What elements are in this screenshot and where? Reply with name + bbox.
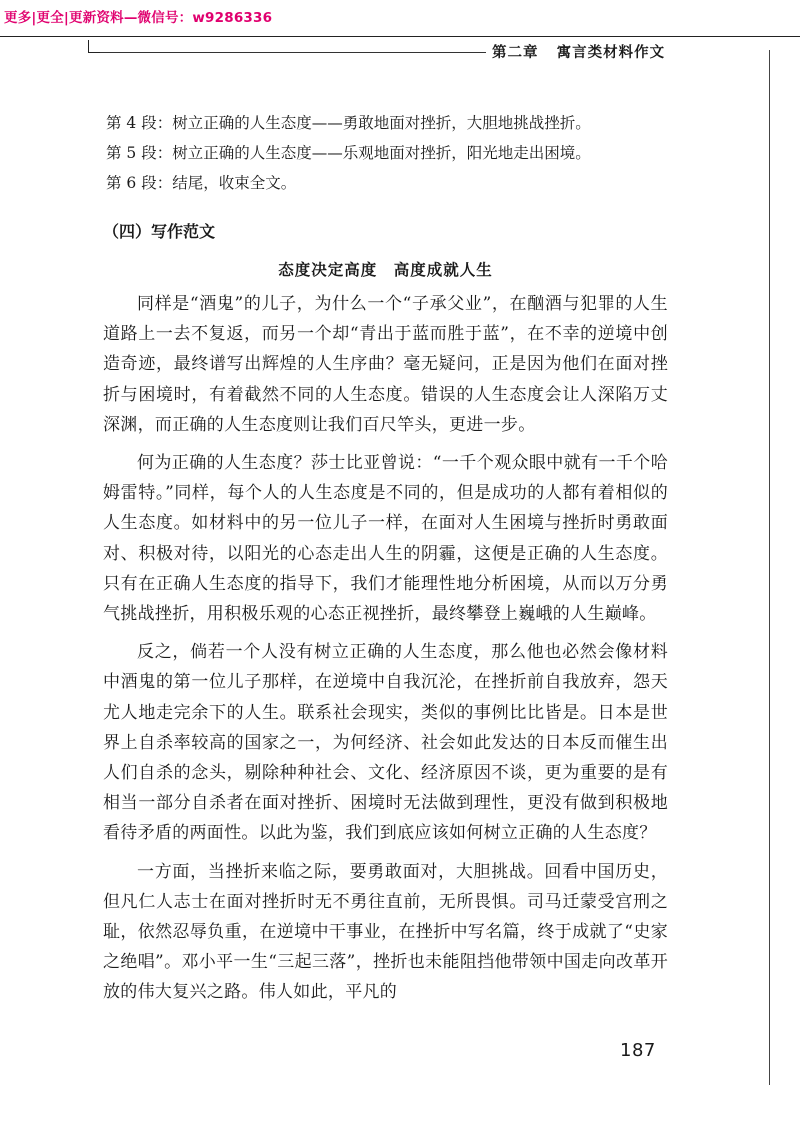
chapter-title: 寓言类材料作文	[556, 44, 666, 61]
essay-paragraph: 一方面，当挫折来临之际，要勇敢面对，大胆挑战。回看中国历史，但凡仁人志士在面对挫折时无不勇往直前，无所畏惧。司马迁蒙受宫刑之耻，依然忍辱负重，在逆境中干事业，在挫折中写名篇，终于成就了“史家之绝唱”。邓小平一生“三起三落”，挫折也未能阻挡他带领中国走向改革开放的伟大复兴之路。伟人如此，平凡的	[103, 861, 668, 1003]
outline-item: 第 4 段：树立正确的人生态度——勇敢地面对挫折，大胆地挑战挫折。	[106, 114, 591, 132]
top-divider	[0, 36, 800, 37]
right-margin-rule	[769, 50, 770, 1085]
essay-paragraph: 反之，倘若一个人没有树立正确的人生态度，那么他也必然会像材料中酒鬼的第一位儿子那样，在逆境中自我沉沦，在挫折前自我放弃，怨天尤人地走完余下的人生。联系社会现实，类似的事例比比皆是。日本是世界上自杀率较高的国家之一，为何经济、社会如此发达的日本反而催生出人们自杀的念头，剔除种种社会、文化、经济原因不谈，更为重要的是有相当一部分自杀者在面对挫折、困境时无法做到理性，更没有做到积极地看待矛盾的两面性。以此为鉴，我们到底应该如何树立正确的人生态度？	[103, 642, 668, 844]
paragraph-outline	[106, 108, 591, 198]
essay-body	[103, 289, 668, 1016]
watermark-banner: 更多|更全|更新资料—微信号：w9286336	[4, 10, 273, 26]
header-rule	[100, 52, 486, 53]
chapter-number: 第二章	[492, 44, 539, 61]
essay-title: 态度决定高度 高度成就人生	[278, 261, 493, 279]
running-header	[492, 41, 665, 62]
section-heading: （四）写作范文	[103, 222, 216, 241]
essay-paragraph: 同样是“酒鬼”的儿子，为什么一个“子承父业”，在酗酒与犯罪的人生道路上一去不复返，而另一个却“青出于蓝而胜于蓝”，在不幸的逆境中创造奇迹，最终谱写出辉煌的人生序曲？毫无疑问，正是因为他们在面对挫折与困境时，有着截然不同的人生态度。错误的人生态度会让人深陷万丈深渊，而正确的人生态度则让我们百尺竿头，更进一步。	[103, 294, 668, 435]
outline-item: 第 5 段：树立正确的人生态度——乐观地面对挫折，阳光地走出困境。	[106, 144, 591, 162]
essay-paragraph: 何为正确的人生态度？莎士比亚曾说：“一千个观众眼中就有一千个哈姆雷特。”同样，每个人的人生态度是不同的，但是成功的人都有着相似的人生态度。如材料中的另一位儿子一样，在面对人生困境与挫折时勇敢面对、积极对待，以阳光的心态走出人生的阴霾，这便是正确的人生态度。只有在正确人生态度的指导下，我们才能理性地分析困境，从而以万分勇气挑战挫折，用积极乐观的心态正视挫折，最终攀登上巍峨的人生巅峰。	[103, 453, 668, 625]
outline-item: 第 6 段：结尾，收束全文。	[106, 174, 297, 192]
page-number: 187	[620, 1040, 656, 1061]
